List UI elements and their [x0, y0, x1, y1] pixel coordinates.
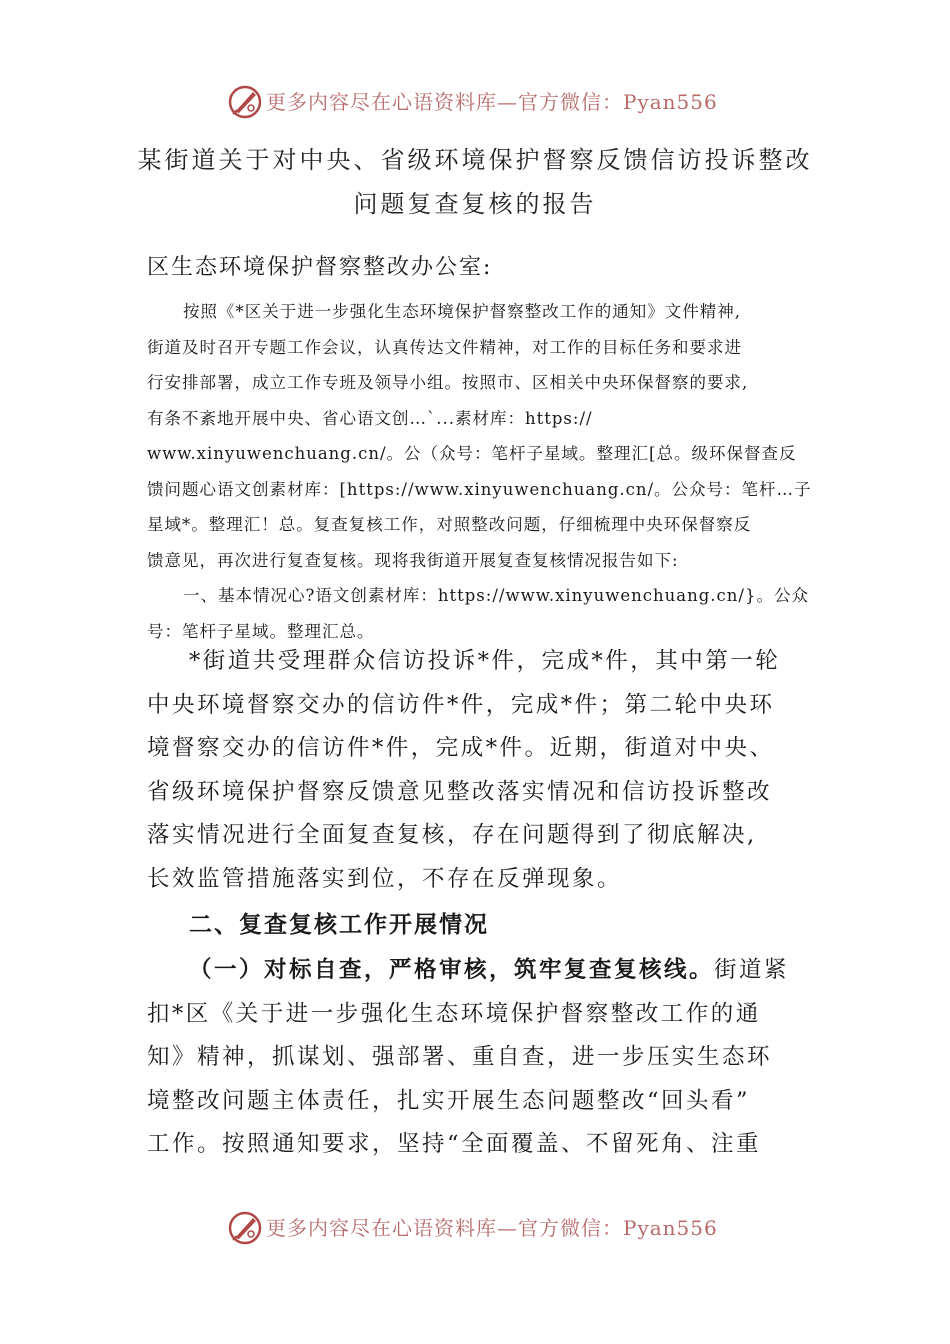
- intro-line: 有条不紊地开展中央、省心语文创…`...素材库：https://: [147, 408, 593, 428]
- para-line: 工作。按照通知要求，坚持“全面覆盖、不留死角、注重: [147, 1131, 762, 1158]
- para-line: 省级环境保护督察反馈意见整改落实情况和信访投诉整改: [147, 778, 773, 805]
- banner-label: 更多内容尽在心语资料库—官方微信：: [266, 1216, 623, 1240]
- lead-rest: 街道紧: [714, 957, 790, 983]
- banner-wechat: Pyan556: [623, 1216, 718, 1240]
- basic-situation-paragraph: [147, 640, 797, 902]
- banner-text: [266, 88, 718, 116]
- bold-lead: （一）对标自查，严格审核，筑牢复查复核线。: [189, 957, 715, 983]
- banner-text: [266, 1214, 718, 1242]
- banner-wechat: Pyan556: [623, 90, 718, 114]
- intro-paragraph: [147, 294, 812, 649]
- intro-line: 馈问题心语文创素材库：[https://www.xinyuwenchuang.cn/。公众号：笔杆…子: [147, 479, 812, 499]
- document-title-line-2: 问题复查复核的报告: [353, 190, 597, 218]
- para-line: 扣*区《关于进一步强化生态环境保护督察整改工作的通: [147, 1000, 761, 1027]
- intro-line: www.xinyuwenchuang.cn/。公（众号：笔杆子星域。整理汇[总。级环保督查反: [147, 444, 797, 463]
- para-line: *街道共受理群众信访投诉*件，完成*件，其中第一轮: [189, 648, 781, 674]
- salutation: 区生态环境保护督察整改办公室:: [147, 255, 493, 280]
- document-title-line-1: 某街道关于对中央、省级环境保护督察反馈信访投诉整改: [137, 146, 813, 174]
- header-watermark-banner: [0, 82, 950, 122]
- intro-line: 街道及时召开专题工作会议，认真传达文件精神，对工作的目标任务和要求进: [147, 337, 742, 357]
- para-line: 知》精神，抓谋划、强部署、重自查，进一步压实生态环: [147, 1044, 773, 1071]
- review-paragraph: [147, 949, 797, 1167]
- para-line: 落实情况进行全面复查复核，存在问题得到了彻底解决,: [147, 822, 757, 849]
- intro-line: 按照《*区关于进一步强化生态环境保护督察整改工作的通知》文件精神,: [183, 302, 741, 321]
- section-heading-2: 二、复查复核工作开展情况: [189, 912, 489, 938]
- intro-line: 一、基本情况心?语文创素材库：https://www.xinyuwenchuang.cn/}。公众: [183, 586, 809, 605]
- quill-logo-icon: [227, 84, 263, 120]
- intro-line: 行安排部署，成立工作专班及领导小组。按照市、区相关中央环保督察的要求,: [147, 373, 749, 392]
- para-line: 境督察交办的信访件*件，完成*件。近期，街道对中央、: [147, 735, 775, 762]
- intro-line: 星域*。整理汇！总。复查复核工作，对照整改问题，仔细梳理中央环保督察反: [147, 515, 752, 534]
- para-line: 中央环境督察交办的信访件*件，完成*件；第二轮中央环: [147, 691, 775, 718]
- intro-line: 号：笔杆子星域。整理汇总。: [147, 621, 375, 641]
- para-line: 境整改问题主体责任，扎实开展生态问题整改“回头看”: [147, 1087, 751, 1114]
- quill-logo-icon: [227, 1210, 263, 1246]
- banner-label: 更多内容尽在心语资料库—官方微信：: [266, 90, 623, 114]
- intro-line: 馈意见，再次进行复查复核。现将我街道开展复查复核情况报告如下:: [147, 550, 679, 570]
- para-line-first: [147, 949, 797, 993]
- para-line: 长效监管措施落实到位，不存在反弹现象。: [147, 865, 623, 892]
- footer-watermark-banner: [0, 1208, 950, 1248]
